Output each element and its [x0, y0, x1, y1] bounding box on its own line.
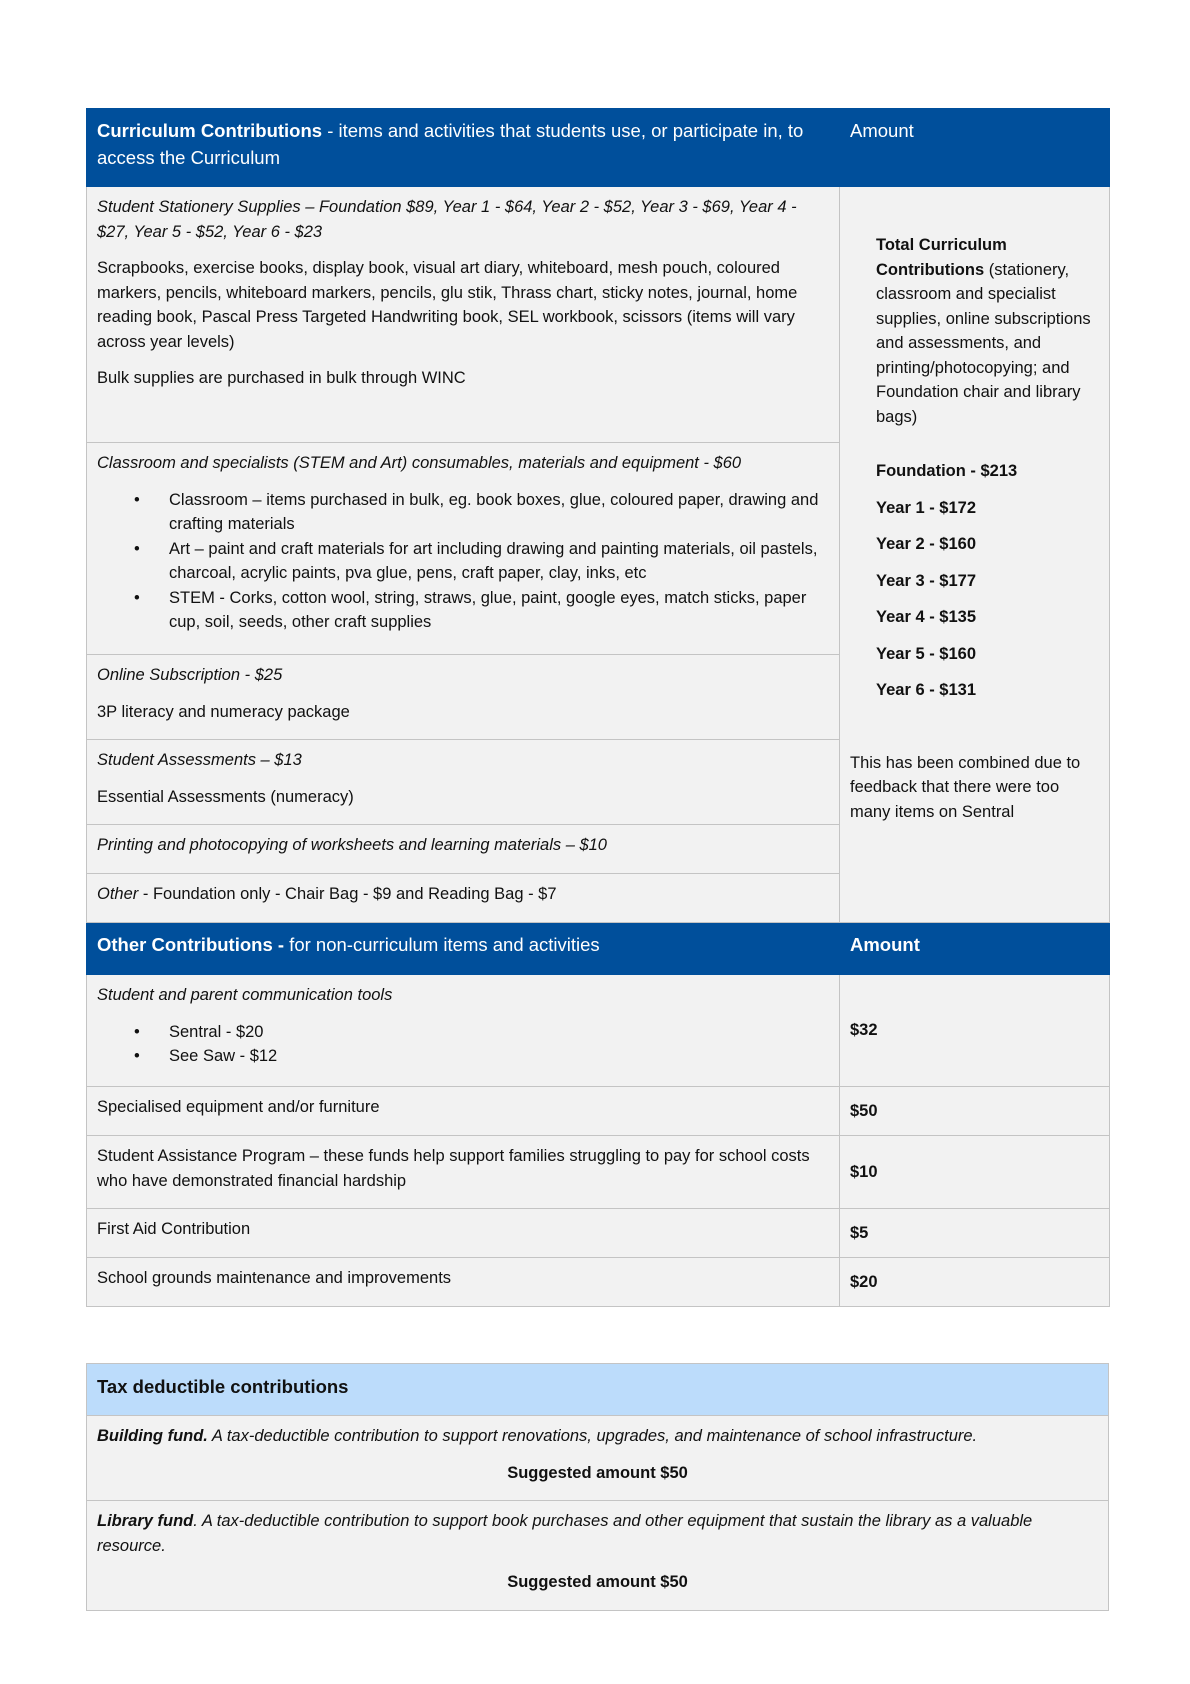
online-subscription-title: Online Subscription - $25: [97, 666, 283, 684]
curriculum-header-subtitle: - items and activities that students use, or participate in, to access the Curriculum: [97, 120, 804, 168]
table-row: [87, 1258, 1110, 1307]
curriculum-total-cell: [840, 187, 1110, 923]
tax-deductible-table: [86, 1363, 1109, 1611]
year-total-5: Year 5 - $160: [876, 644, 976, 663]
list-item: • Sentral - $20: [97, 1020, 829, 1045]
year-total-3: Year 3 - $177: [876, 571, 976, 590]
year-total-foundation: Foundation - $213: [876, 462, 1018, 480]
year-totals-list: [876, 459, 1099, 703]
curriculum-total-details: (stationery, classroom and specialist supplies, online subscriptions and assessments, and printing/photocopying; and Foundation chair and library bags): [876, 260, 1091, 426]
consumables-cell: [87, 443, 840, 655]
year-total-1: Year 1 - $172: [876, 498, 976, 517]
student-assistance-label: Student Assistance Program – these funds help support families struggling to pay for school costs who have demonstrated financial hardship: [87, 1136, 840, 1209]
list-item: • Classroom – items purchased in bulk, eg. book boxes, glue, coloured paper, drawing and crafting materials: [97, 488, 829, 537]
specialised-equipment-amount: $50: [840, 1087, 1110, 1136]
other-contributions-header-cell: [87, 923, 840, 975]
consumables-title: Classroom and specialists (STEM and Art) consumables, materials and equipment - $60: [97, 454, 742, 472]
list-item: • STEM - Corks, cotton wool, string, straws, glue, paint, google eyes, match sticks, paper cup, soil, seeds, other craft supplies: [97, 586, 829, 635]
contributions-table: [86, 108, 1110, 1307]
consumables-list: [97, 488, 829, 635]
other-label: Other: [97, 885, 139, 903]
year-total-6: Year 6 - $131: [876, 681, 976, 699]
other-contributions-amount-header: Amount: [840, 923, 1110, 975]
stationery-cell: [87, 187, 840, 443]
first-aid-label: First Aid Contribution: [87, 1209, 840, 1258]
communication-list: [97, 1020, 829, 1069]
other-contributions-header-subtitle: for non-curriculum items and activities: [284, 934, 600, 955]
library-fund-suggested: Suggested amount $50: [507, 1573, 688, 1591]
library-fund-row: [87, 1501, 1109, 1611]
curriculum-header-row: [87, 109, 1110, 187]
stationery-bulk-note: Bulk supplies are purchased in bulk through WINC: [97, 369, 466, 387]
building-fund-name: Building fund.: [97, 1427, 208, 1445]
other-contributions-header-title: Other Contributions -: [97, 934, 285, 955]
year-total-4: Year 4 - $135: [876, 608, 976, 626]
student-assistance-amount: $10: [840, 1136, 1110, 1209]
other-contributions-header-row: [87, 923, 1110, 975]
list-item: • Art – paint and craft materials for art including drawing and painting materials, oil pastels, charcoal, acrylic paints, pva glue, pens, craft paper, clay, inks, etc: [97, 537, 829, 586]
curriculum-header-title: Curriculum Contributions: [97, 120, 323, 141]
building-fund-description: A tax-deductible contribution to support renovations, upgrades, and maintenance of school infrastructure.: [207, 1427, 978, 1445]
communication-title: Student and parent communication tools: [97, 986, 393, 1004]
printing-cell: [87, 825, 840, 874]
library-fund-name: Library fund: [97, 1512, 194, 1530]
online-subscription-description: 3P literacy and numeracy package: [97, 702, 350, 721]
curriculum-amount-header: Amount: [840, 109, 1110, 187]
grounds-maintenance-label: School grounds maintenance and improvements: [87, 1258, 840, 1307]
first-aid-amount: $5: [840, 1209, 1110, 1258]
stationery-row: [87, 187, 1110, 443]
other-detail: - Foundation only - Chair Bag - $9 and Reading Bag - $7: [138, 885, 557, 903]
communication-amount: $32: [840, 975, 1110, 1087]
library-fund-text: [97, 1509, 1098, 1558]
online-subscription-cell: [87, 655, 840, 740]
other-text: [97, 882, 829, 907]
grounds-maintenance-amount: $20: [840, 1258, 1110, 1307]
table-row: [87, 1087, 1110, 1136]
building-fund-suggested: Suggested amount $50: [507, 1463, 688, 1482]
year-total-2: Year 2 - $160: [876, 535, 976, 553]
building-fund-row: [87, 1416, 1109, 1501]
communication-row: [87, 975, 1110, 1087]
stationery-title: Student Stationery Supplies – Foundation $89, Year 1 - $64, Year 2 - $52, Year 3 - $69, Year 4 - $27, Year 5 - $52, Year 6 - $23: [97, 198, 797, 241]
printing-title: Printing and photocopying of worksheets and learning materials – $10: [97, 836, 607, 854]
table-row: [87, 1209, 1110, 1258]
table-row: [87, 1136, 1110, 1209]
assessments-description: Essential Assessments (numeracy): [97, 787, 354, 806]
list-item: • See Saw - $12: [97, 1044, 829, 1069]
curriculum-header-cell: [87, 109, 840, 187]
tax-header-row: [87, 1364, 1109, 1416]
tax-header: Tax deductible contributions: [87, 1364, 1109, 1416]
combined-note: This has been combined due to feedback that there were too many items on Sentral: [850, 753, 1081, 821]
assessments-cell: [87, 740, 840, 825]
other-cell: [87, 874, 840, 923]
specialised-equipment-label: Specialised equipment and/or furniture: [87, 1087, 840, 1136]
building-fund-cell: [87, 1416, 1109, 1501]
curriculum-total-description: [876, 233, 1099, 429]
building-fund-text: [97, 1424, 1098, 1449]
curriculum-total-title: Total Curriculum Contributions: [876, 236, 1007, 279]
library-fund-cell: [87, 1501, 1109, 1611]
stationery-description: Scrapbooks, exercise books, display book, visual art diary, whiteboard, mesh pouch, coloured markers, pencils, whiteboard markers, pencils, glu stik, Thrass chart, sticky notes, journal, home reading book, Pascal Press Targeted Handwriting book, SEL workbook, scissors (items will vary across year levels): [97, 259, 798, 351]
assessments-title: Student Assessments – $13: [97, 751, 302, 769]
library-fund-description: . A tax-deductible contribution to support book purchases and other equipment that sustain the library as a valuable resource.: [97, 1512, 1033, 1555]
communication-cell: [87, 975, 840, 1087]
